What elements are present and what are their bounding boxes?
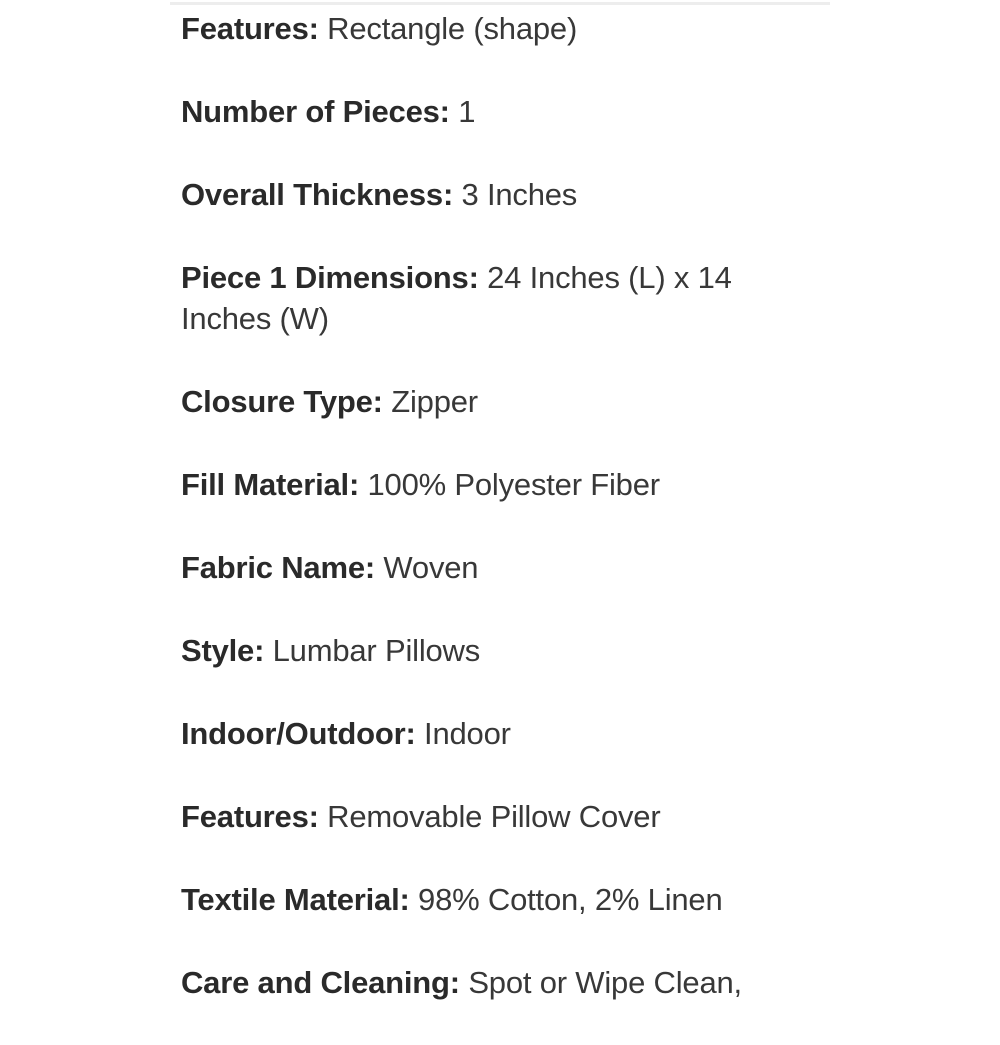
spec-label: Care and Cleaning: <box>181 965 460 1000</box>
spec-textile-material <box>181 879 821 920</box>
spec-overall-thickness <box>181 174 821 215</box>
spec-value: 3 Inches <box>461 177 578 212</box>
spec-label: Fill Material: <box>181 467 360 502</box>
spec-label: Closure Type: <box>181 384 383 419</box>
spec-value: 100% Polyester Fiber <box>367 467 660 502</box>
spec-label: Features: <box>181 11 319 46</box>
spec-indoor-outdoor <box>181 713 821 754</box>
spec-label: Style: <box>181 633 265 668</box>
spec-value: Woven <box>383 550 479 585</box>
spec-value: Spot or Wipe Clean, <box>468 965 742 1000</box>
spec-value: Lumbar Pillows <box>272 633 481 668</box>
spec-number-of-pieces <box>181 91 821 132</box>
spec-label: Piece 1 Dimensions: <box>181 260 479 295</box>
spec-label: Fabric Name: <box>181 550 375 585</box>
spec-value: 1 <box>458 94 476 129</box>
spec-value: 98% Cotton, 2% Linen <box>418 882 723 917</box>
spec-value: Zipper <box>391 384 478 419</box>
top-divider <box>170 2 830 5</box>
spec-value: Removable Pillow Cover <box>327 799 661 834</box>
spec-value: Rectangle (shape) <box>327 11 578 46</box>
product-spec-list <box>181 8 821 1045</box>
spec-label: Number of Pieces: <box>181 94 450 129</box>
spec-value: Indoor <box>424 716 511 751</box>
spec-features-cover <box>181 796 821 837</box>
spec-fabric-name <box>181 547 821 588</box>
spec-features-shape <box>181 8 821 49</box>
spec-label: Overall Thickness: <box>181 177 454 212</box>
spec-label: Textile Material: <box>181 882 410 917</box>
spec-closure-type <box>181 381 821 422</box>
spec-value: 24 Inches (L) x 14 Inches (W) <box>181 260 732 336</box>
spec-care-and-cleaning <box>181 962 821 1003</box>
spec-piece-1-dimensions <box>181 257 821 339</box>
spec-label: Indoor/Outdoor: <box>181 716 416 751</box>
spec-label: Features: <box>181 799 319 834</box>
spec-fill-material <box>181 464 821 505</box>
spec-style <box>181 630 821 671</box>
